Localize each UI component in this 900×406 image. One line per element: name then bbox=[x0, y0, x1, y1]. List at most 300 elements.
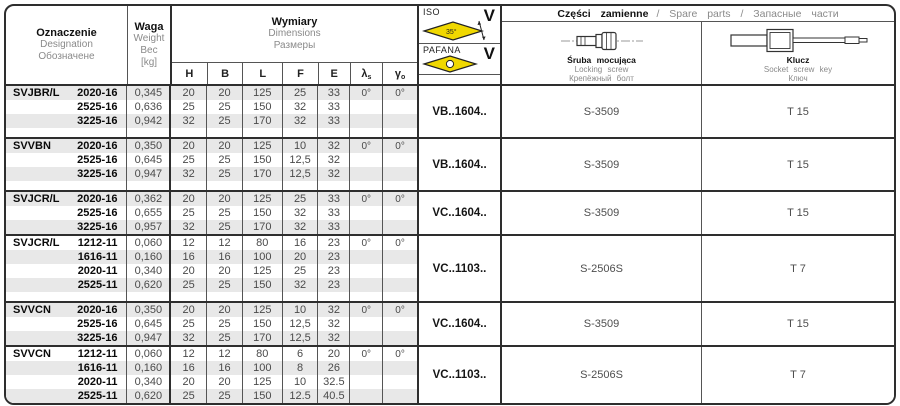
dim-l-cell: 170 bbox=[243, 331, 283, 345]
dim-e-cell: 33 bbox=[318, 100, 350, 114]
dim-h-cell-empty bbox=[171, 292, 207, 301]
designation-header bbox=[6, 6, 128, 84]
dim-l-cell-empty bbox=[243, 292, 283, 301]
table-body bbox=[6, 86, 894, 403]
designation-cell bbox=[6, 206, 127, 220]
socket-key-value-cell: T 7 bbox=[790, 369, 806, 381]
col-header-h: H bbox=[172, 63, 208, 84]
dim-h-cell: 25 bbox=[171, 100, 207, 114]
dim-e-cell: 23 bbox=[318, 278, 350, 292]
dim-e-cell: 32 bbox=[318, 303, 350, 317]
gamma-o-cell bbox=[383, 278, 417, 292]
dim-e-cell: 23 bbox=[318, 264, 350, 278]
weight-cell: 0,345 bbox=[127, 86, 171, 100]
holder-size: 2020-16 bbox=[77, 303, 118, 316]
weight-unit: [kg] bbox=[140, 57, 158, 68]
insert-shape-header bbox=[419, 6, 502, 84]
holder-name: SVJBR/L bbox=[13, 86, 60, 99]
locking-screw-value-cell: S-3509 bbox=[502, 86, 702, 137]
holder-size: 1212-11 bbox=[77, 347, 118, 360]
dim-b-cell: 25 bbox=[207, 331, 243, 345]
holder-size: 3225-16 bbox=[77, 167, 118, 180]
socket-screw-key-icon bbox=[723, 26, 873, 54]
col-header-l: L bbox=[243, 63, 283, 84]
holder-size: 2020-16 bbox=[77, 139, 118, 152]
dim-h-cell: 25 bbox=[171, 206, 207, 220]
dim-f-cell: 10 bbox=[283, 303, 319, 317]
table-row bbox=[6, 139, 417, 153]
holder-size: 1616-11 bbox=[77, 250, 118, 263]
dim-f-cell: 20 bbox=[283, 250, 319, 264]
weight-cell: 0,947 bbox=[127, 167, 171, 181]
gamma-o-cell bbox=[383, 153, 417, 167]
dim-f-cell: 32 bbox=[283, 114, 319, 128]
spare-parts-title-pl: Części zamienne bbox=[557, 7, 649, 20]
lambda-s-cell: 0° bbox=[350, 86, 383, 100]
weight-label-pl: Waga bbox=[134, 21, 164, 33]
lambda-s-cell bbox=[350, 114, 383, 128]
dim-b-cell: 12 bbox=[207, 347, 243, 361]
dim-h-cell: 20 bbox=[171, 264, 207, 278]
dim-e-cell-empty bbox=[318, 292, 350, 301]
dimension-rows bbox=[6, 303, 419, 345]
weight-cell: 0,947 bbox=[127, 331, 171, 345]
designation-cell bbox=[6, 347, 127, 361]
table-row bbox=[6, 206, 417, 220]
insert-designation-cell: VC..1103.. bbox=[419, 347, 502, 403]
dim-b-cell: 25 bbox=[207, 278, 243, 292]
holder-size: 1212-11 bbox=[77, 236, 118, 249]
table-row bbox=[6, 278, 417, 292]
lambda-s-cell: 0° bbox=[350, 139, 383, 153]
gamma-o-cell bbox=[383, 331, 417, 345]
dim-l-cell: 150 bbox=[243, 100, 283, 114]
gamma-o-cell: 0° bbox=[395, 87, 405, 99]
spare-parts-columns bbox=[502, 22, 894, 84]
weight-cell: 0,645 bbox=[127, 317, 171, 331]
gamma-o-cell: 0° bbox=[395, 348, 405, 360]
dim-h-cell-empty bbox=[171, 128, 207, 137]
gamma-o-cell bbox=[383, 206, 417, 220]
holder-size: 2020-11 bbox=[77, 264, 118, 277]
socket-key-column-header bbox=[702, 22, 894, 84]
dim-h-cell: 32 bbox=[171, 114, 207, 128]
socket-key-label-ru: Ключ bbox=[788, 74, 808, 83]
dim-f-cell: 12,5 bbox=[283, 331, 319, 345]
weight-cell: 0,060 bbox=[127, 347, 171, 361]
dim-b-cell: 20 bbox=[207, 139, 243, 153]
dimensions-label-pl: Wymiary bbox=[271, 16, 318, 28]
socket-key-value-cell: T 15 bbox=[787, 158, 809, 171]
gamma-o-cell: 0° bbox=[395, 140, 405, 152]
weight-cell: 0,655 bbox=[127, 206, 171, 220]
insert-designation-cell: VB..1604.. bbox=[419, 139, 502, 190]
dim-e-cell: 32 bbox=[318, 139, 350, 153]
dim-f-cell-empty bbox=[283, 292, 319, 301]
designation-cell bbox=[6, 278, 127, 292]
dim-h-cell: 16 bbox=[171, 250, 207, 264]
dim-e-cell: 32.5 bbox=[318, 375, 350, 389]
locking-screw-icon bbox=[559, 28, 645, 54]
dim-f-cell: 12,5 bbox=[283, 167, 319, 181]
dim-b-cell: 25 bbox=[207, 167, 243, 181]
holder-size: 2020-11 bbox=[77, 375, 118, 388]
dim-e-cell: 20 bbox=[318, 347, 350, 361]
lambda-s-cell bbox=[350, 317, 383, 331]
holder-size: 2525-11 bbox=[77, 278, 118, 291]
table-row bbox=[6, 100, 417, 114]
dimension-rows bbox=[6, 139, 419, 190]
insert-designation-cell: VC..1604.. bbox=[419, 192, 502, 234]
table-row bbox=[6, 236, 417, 250]
holder-size: 2525-16 bbox=[77, 100, 118, 113]
table-row bbox=[6, 361, 417, 375]
spare-parts-title-en-ru: / Spare parts / Запасные части bbox=[656, 7, 839, 20]
dim-b-cell: 25 bbox=[207, 389, 243, 403]
dim-b-cell: 25 bbox=[207, 220, 243, 234]
dim-b-cell: 20 bbox=[207, 192, 243, 206]
dim-e-cell: 23 bbox=[318, 236, 350, 250]
dim-b-cell-empty bbox=[207, 181, 243, 190]
socket-key-label-pl: Klucz bbox=[786, 55, 810, 65]
dim-l-cell-empty bbox=[243, 128, 283, 137]
dim-l-cell: 80 bbox=[243, 347, 283, 361]
holder-size: 3225-16 bbox=[77, 114, 118, 127]
table-row bbox=[6, 167, 417, 181]
lambda-s-cell: 0° bbox=[350, 236, 383, 250]
dim-l-cell: 170 bbox=[243, 114, 283, 128]
dim-h-cell: 32 bbox=[171, 167, 207, 181]
dimension-rows bbox=[6, 86, 419, 137]
dim-h-cell: 32 bbox=[171, 220, 207, 234]
gamma-o-cell bbox=[383, 317, 417, 331]
insert-designation-cell: VC..1103.. bbox=[419, 236, 502, 301]
gamma-o-cell bbox=[383, 250, 417, 264]
spare-parts-title bbox=[502, 6, 894, 22]
weight-cell: 0,060 bbox=[127, 236, 171, 250]
dimensions-label-en: Dimensions bbox=[268, 28, 321, 39]
pafana-label: PAFANA bbox=[423, 45, 461, 55]
product-band bbox=[6, 234, 894, 301]
dim-l-cell: 150 bbox=[243, 389, 283, 403]
iso-shape-letter: V bbox=[483, 6, 495, 25]
designation-cell bbox=[6, 153, 127, 167]
svg-text:35°: 35° bbox=[446, 29, 457, 36]
dim-e-cell-empty bbox=[318, 181, 350, 190]
dim-b-cell: 12 bbox=[207, 236, 243, 250]
weight-cell: 0,620 bbox=[127, 389, 171, 403]
dim-b-cell: 20 bbox=[207, 264, 243, 278]
dim-l-cell: 150 bbox=[243, 153, 283, 167]
dim-l-cell: 125 bbox=[243, 264, 283, 278]
dim-l-cell: 150 bbox=[243, 278, 283, 292]
designation-cell-empty bbox=[6, 181, 127, 190]
pafana-v-insert-icon bbox=[422, 54, 480, 73]
socket-key-label-en: Socket screw key bbox=[763, 65, 833, 74]
dim-f-cell: 32 bbox=[283, 220, 319, 234]
product-band bbox=[6, 190, 894, 234]
holder-size: 2020-16 bbox=[77, 86, 118, 99]
dim-b-cell: 20 bbox=[207, 303, 243, 317]
weight-cell: 0,350 bbox=[127, 139, 171, 153]
lambda-s-cell: 0° bbox=[350, 347, 383, 361]
gamma-o-cell-empty bbox=[383, 292, 417, 301]
holder-size: 3225-16 bbox=[77, 220, 118, 233]
dim-h-cell: 25 bbox=[171, 278, 207, 292]
designation-cell bbox=[6, 317, 127, 331]
dim-l-cell: 100 bbox=[243, 250, 283, 264]
weight-cell: 0,160 bbox=[127, 250, 171, 264]
holder-size: 2525-16 bbox=[77, 317, 118, 330]
holder-name: SVVBN bbox=[13, 139, 51, 152]
dim-b-cell: 20 bbox=[207, 375, 243, 389]
dim-b-cell: 25 bbox=[207, 317, 243, 331]
designation-cell bbox=[6, 192, 127, 206]
dim-b-cell: 16 bbox=[207, 361, 243, 375]
iso-label: ISO bbox=[423, 7, 441, 17]
gamma-o-cell bbox=[383, 389, 417, 403]
table-row bbox=[6, 389, 417, 403]
insert-header-filler bbox=[419, 75, 500, 84]
dim-f-cell-empty bbox=[283, 128, 319, 137]
designation-label-ru: Обозначене bbox=[38, 51, 95, 62]
dim-e-cell: 32 bbox=[318, 167, 350, 181]
product-band bbox=[6, 86, 894, 137]
holder-size: 2525-11 bbox=[77, 389, 118, 402]
holder-name: SVJCR/L bbox=[13, 236, 60, 249]
iso-shape-box bbox=[419, 6, 500, 44]
dim-f-cell: 12,5 bbox=[283, 153, 319, 167]
designation-cell bbox=[6, 139, 127, 153]
table-row bbox=[6, 192, 417, 206]
designation-cell bbox=[6, 167, 127, 181]
dim-f-cell: 8 bbox=[283, 361, 319, 375]
pafana-shape-letter: V bbox=[483, 44, 495, 63]
lambda-s-cell bbox=[350, 331, 383, 345]
table-row bbox=[6, 250, 417, 264]
dim-e-cell: 33 bbox=[318, 206, 350, 220]
weight-cell: 0,645 bbox=[127, 153, 171, 167]
gamma-o-cell bbox=[383, 167, 417, 181]
weight-cell-empty bbox=[127, 292, 171, 301]
col-header-e: E bbox=[319, 63, 351, 84]
dim-f-cell: 16 bbox=[283, 236, 319, 250]
holder-size: 2020-16 bbox=[77, 192, 118, 205]
gamma-o-cell bbox=[383, 220, 417, 234]
table-row bbox=[6, 220, 417, 234]
locking-screw-value-cell: S-3509 bbox=[502, 192, 702, 234]
weight-label-ru: Вес bbox=[140, 45, 158, 56]
dim-f-cell: 25 bbox=[283, 192, 319, 206]
designation-cell bbox=[6, 389, 127, 403]
gamma-o-cell bbox=[383, 114, 417, 128]
lambda-s-cell bbox=[350, 153, 383, 167]
col-header-b: B bbox=[208, 63, 244, 84]
holder-name: SVJCR/L bbox=[13, 192, 60, 205]
dim-f-cell: 10 bbox=[283, 139, 319, 153]
dim-e-cell: 32 bbox=[318, 331, 350, 345]
dim-b-cell-empty bbox=[207, 128, 243, 137]
holder-size: 1616-11 bbox=[77, 361, 118, 374]
dim-f-cell: 32 bbox=[283, 206, 319, 220]
socket-key-value-cell: T 15 bbox=[787, 105, 809, 118]
dim-l-cell: 80 bbox=[243, 236, 283, 250]
lambda-s-cell-empty bbox=[350, 181, 383, 190]
table-row bbox=[6, 347, 417, 361]
designation-cell bbox=[6, 220, 127, 234]
dim-b-cell: 25 bbox=[207, 206, 243, 220]
table-row bbox=[6, 375, 417, 389]
weight-cell: 0,160 bbox=[127, 361, 171, 375]
dimension-rows bbox=[6, 192, 419, 234]
designation-cell bbox=[6, 264, 127, 278]
lambda-s-cell bbox=[350, 100, 383, 114]
gamma-o-cell bbox=[383, 264, 417, 278]
locking-screw-label-ru: Крепёжный болт bbox=[569, 74, 634, 83]
table-row bbox=[6, 303, 417, 317]
weight-cell: 0,636 bbox=[127, 100, 171, 114]
locking-screw-label-en: Locking screw bbox=[574, 65, 629, 74]
dim-e-cell: 33 bbox=[318, 86, 350, 100]
dim-l-cell: 170 bbox=[243, 220, 283, 234]
designation-cell bbox=[6, 114, 127, 128]
weight-cell: 0,350 bbox=[127, 303, 171, 317]
weight-cell: 0,340 bbox=[127, 264, 171, 278]
socket-key-value-cell: T 15 bbox=[787, 318, 809, 330]
weight-cell: 0,620 bbox=[127, 278, 171, 292]
weight-header bbox=[128, 6, 172, 84]
gamma-o-cell-empty bbox=[383, 128, 417, 137]
weight-cell: 0,340 bbox=[127, 375, 171, 389]
dim-h-cell: 20 bbox=[171, 303, 207, 317]
weight-cell-empty bbox=[127, 181, 171, 190]
holder-size: 3225-16 bbox=[77, 331, 118, 344]
dim-l-cell: 125 bbox=[243, 139, 283, 153]
gamma-o-cell: 0° bbox=[395, 304, 405, 316]
socket-key-value-cell: T 15 bbox=[787, 207, 809, 219]
dim-e-cell: 33 bbox=[318, 114, 350, 128]
lambda-s-cell: 0° bbox=[350, 192, 383, 206]
dim-e-cell: 32 bbox=[318, 317, 350, 331]
dim-b-cell: 25 bbox=[207, 100, 243, 114]
lambda-s-cell bbox=[350, 250, 383, 264]
holder-size: 2525-16 bbox=[77, 153, 118, 166]
gamma-o-cell bbox=[383, 100, 417, 114]
dim-e-cell: 26 bbox=[318, 361, 350, 375]
table-row bbox=[6, 153, 417, 167]
dim-f-cell: 6 bbox=[283, 347, 319, 361]
col-header-gamma-o: γ o bbox=[394, 67, 406, 81]
lambda-s-cell bbox=[350, 361, 383, 375]
weight-cell: 0,362 bbox=[127, 192, 171, 206]
dim-e-cell: 32 bbox=[318, 153, 350, 167]
dim-f-cell: 25 bbox=[283, 264, 319, 278]
dim-l-cell: 125 bbox=[243, 375, 283, 389]
holder-name: SVVCN bbox=[13, 347, 51, 360]
designation-label-en: Designation bbox=[40, 39, 93, 50]
dimensions-label-ru: Размеры bbox=[273, 40, 316, 51]
designation-cell bbox=[6, 86, 127, 100]
weight-cell: 0,942 bbox=[127, 114, 171, 128]
lambda-s-cell bbox=[350, 278, 383, 292]
lambda-s-cell-empty bbox=[350, 128, 383, 137]
dim-h-cell: 25 bbox=[171, 317, 207, 331]
dim-h-cell: 20 bbox=[171, 375, 207, 389]
pafana-shape-box bbox=[419, 44, 500, 75]
dim-l-cell: 170 bbox=[243, 167, 283, 181]
lambda-s-cell bbox=[350, 375, 383, 389]
designation-cell-empty bbox=[6, 128, 127, 137]
holder-size: 2525-16 bbox=[77, 206, 118, 219]
dim-h-cell: 16 bbox=[171, 361, 207, 375]
dim-l-cell: 150 bbox=[243, 317, 283, 331]
insert-designation-cell: VB..1604.. bbox=[419, 86, 502, 137]
dim-h-cell: 12 bbox=[171, 347, 207, 361]
designation-cell bbox=[6, 375, 127, 389]
dim-e-cell-empty bbox=[318, 128, 350, 137]
weight-cell: 0,957 bbox=[127, 220, 171, 234]
table-row bbox=[6, 86, 417, 100]
dimensions-header bbox=[172, 6, 419, 84]
dim-h-cell-empty bbox=[171, 181, 207, 190]
designation-cell-empty bbox=[6, 292, 127, 301]
table-row bbox=[6, 317, 417, 331]
dim-h-cell: 20 bbox=[171, 192, 207, 206]
holder-name: SVVCN bbox=[13, 303, 51, 316]
locking-screw-value-cell: S-2506S bbox=[502, 347, 702, 403]
dim-f-cell: 32 bbox=[283, 278, 319, 292]
product-band bbox=[6, 137, 894, 190]
locking-screw-column-header bbox=[502, 22, 702, 84]
dim-e-cell: 33 bbox=[318, 192, 350, 206]
dim-b-cell: 25 bbox=[207, 114, 243, 128]
dim-l-cell: 150 bbox=[243, 206, 283, 220]
designation-cell bbox=[6, 303, 127, 317]
weight-label-en: Weight bbox=[133, 33, 165, 44]
dim-b-cell-empty bbox=[207, 292, 243, 301]
dimension-column-headers bbox=[172, 63, 417, 84]
table-row bbox=[6, 264, 417, 278]
dim-f-cell-empty bbox=[283, 181, 319, 190]
lambda-s-cell-empty bbox=[350, 292, 383, 301]
dim-l-cell: 100 bbox=[243, 361, 283, 375]
dim-l-cell: 125 bbox=[243, 86, 283, 100]
lambda-s-cell bbox=[350, 264, 383, 278]
dim-f-cell: 12.5 bbox=[283, 389, 319, 403]
designation-cell bbox=[6, 100, 127, 114]
col-header-lambda-s: λ s bbox=[351, 63, 384, 84]
dim-b-cell: 20 bbox=[207, 86, 243, 100]
dim-e-cell: 40.5 bbox=[318, 389, 350, 403]
designation-cell bbox=[6, 361, 127, 375]
dim-e-cell: 23 bbox=[318, 250, 350, 264]
dim-f-cell: 12,5 bbox=[283, 317, 319, 331]
dimension-rows bbox=[6, 236, 419, 301]
lambda-s-cell: 0° bbox=[350, 303, 383, 317]
designation-cell bbox=[6, 331, 127, 345]
dimension-rows bbox=[6, 347, 419, 403]
gamma-o-cell bbox=[383, 375, 417, 389]
dim-e-cell: 33 bbox=[318, 220, 350, 234]
dim-h-cell: 12 bbox=[171, 236, 207, 250]
dim-l-cell: 125 bbox=[243, 303, 283, 317]
table-row bbox=[6, 114, 417, 128]
spacer-row bbox=[6, 128, 417, 137]
locking-screw-value-cell: S-2506S bbox=[502, 236, 702, 301]
dim-h-cell: 32 bbox=[171, 331, 207, 345]
product-band bbox=[6, 301, 894, 345]
dim-h-cell: 25 bbox=[171, 389, 207, 403]
